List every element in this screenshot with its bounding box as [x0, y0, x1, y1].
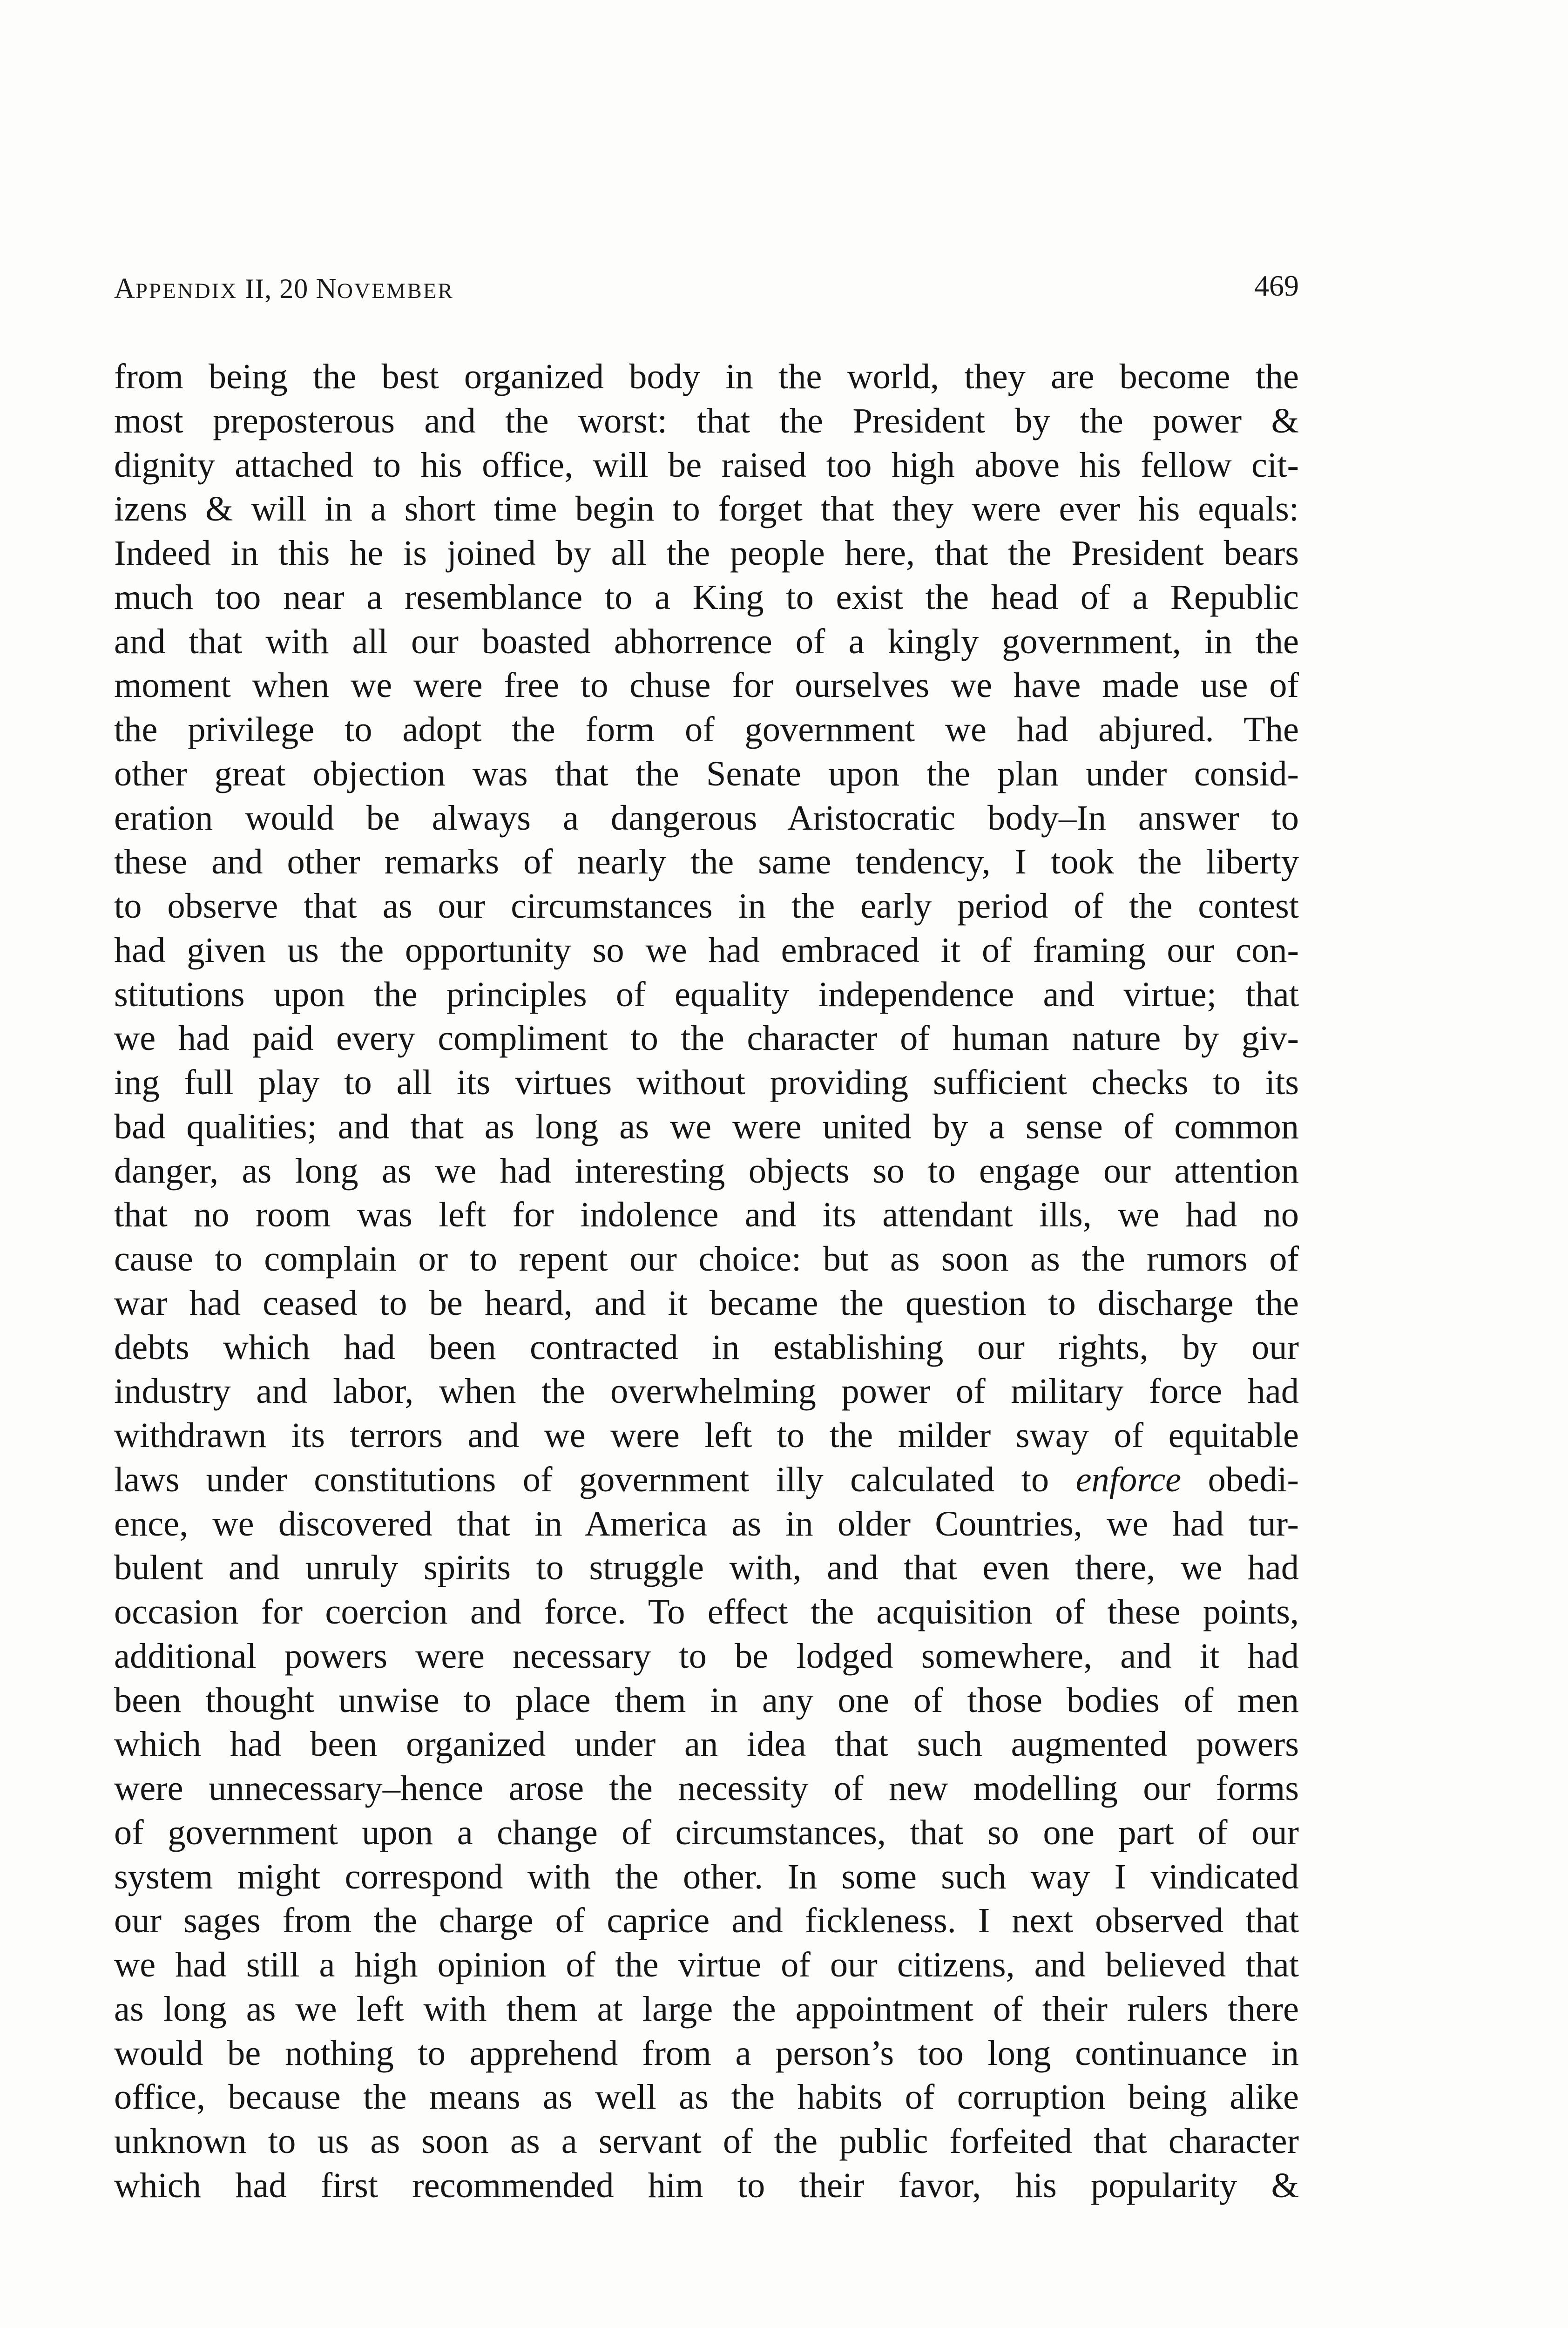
text-line: eration would be always a dangerous Aristocratic body–In answer to — [114, 798, 1299, 838]
text-line: stitutions upon the principles of equality independence and virtue; that — [114, 974, 1299, 1014]
text-line: war had ceased to be heard, and it became the question to discharge the — [114, 1283, 1299, 1323]
page-number: 469 — [1254, 269, 1299, 302]
text-line: that no room was left for indolence and its attendant ills, we had no — [114, 1195, 1299, 1235]
text-line: other great objection was that the Senate upon the plan under consid- — [114, 753, 1299, 793]
text-line: which had been organized under an idea that such augmented powers — [114, 1724, 1299, 1764]
running-head-title-smallcaps-a: PPENDIX — [135, 279, 238, 303]
text-line: most preposterous and the worst: that the President by the power & — [114, 400, 1299, 440]
text-line: danger, as long as we had interesting objects so to engage our attention — [114, 1150, 1299, 1191]
text-line: as long as we left with them at large the appointment of their rulers there — [114, 1989, 1299, 2029]
text-line: and that with all our boasted abhorrence of a kingly government, in the — [114, 621, 1299, 661]
text-line: these and other remarks of nearly the same tendency, I took the liberty — [114, 842, 1299, 882]
text-line: bulent and unruly spirits to struggle with, and that even there, we had — [114, 1548, 1299, 1588]
text-line-with-italic — [114, 1458, 1299, 1502]
text-line: withdrawn its terrors and we were left to the milder sway of equitable — [114, 1415, 1299, 1455]
text-line: cause to complain or to repent our choice: but as soon as the rumors of — [114, 1239, 1299, 1279]
text-line: of government upon a change of circumstances, that so one part of our — [114, 1812, 1299, 1852]
running-head-title — [114, 272, 454, 305]
text-line: had given us the opportunity so we had embraced it of framing our con- — [114, 930, 1299, 970]
text-line: bad qualities; and that as long as we were united by a sense of common — [114, 1106, 1299, 1146]
text-line-part: obedi- — [1181, 1459, 1299, 1499]
text-line: which had first recommended him to their favor, his popularity & — [114, 2165, 1299, 2205]
text-line: occasion for coercion and force. To effect the acquisition of these points, — [114, 1592, 1299, 1631]
text-line: we had still a high opinion of the virtue of our citizens, and believed that — [114, 1945, 1299, 1984]
text-line: from being the best organized body in the world, they are become the — [114, 357, 1299, 396]
body-text — [114, 355, 1299, 2208]
running-head — [114, 263, 1299, 314]
text-line: we had paid every compliment to the character of human nature by giv- — [114, 1018, 1299, 1058]
text-line: izens & will in a short time begin to forget that they were ever his equals: — [114, 489, 1299, 529]
text-line: would be nothing to apprehend from a person’s too long continuance in — [114, 2033, 1299, 2073]
running-head-title-initial-a: A — [114, 273, 135, 305]
text-line: ence, we discovered that in America as in older Countries, we had tur- — [114, 1503, 1299, 1543]
text-line: moment when we were free to chuse for ourselves we have made use of — [114, 665, 1299, 705]
text-line: additional powers were necessary to be lodged somewhere, and it had — [114, 1636, 1299, 1676]
running-head-title-initial-n: N — [316, 273, 337, 305]
text-line: ing full play to all its virtues without providing sufficient checks to its — [114, 1062, 1299, 1102]
text-line: Indeed in this he is joined by all the people here, that the President bears — [114, 533, 1299, 573]
text-line: dignity attached to his office, will be raised too high above his fellow cit- — [114, 445, 1299, 485]
text-line: much too near a resemblance to a King to exist the head of a Republic — [114, 577, 1299, 617]
text-line: office, because the means as well as the habits of corruption being alike — [114, 2077, 1299, 2117]
running-head-title-smallcaps-n: OVEMBER — [337, 279, 454, 303]
text-line-part: laws under constitutions of government illy calculated to — [114, 1459, 1076, 1499]
text-line: system might correspond with the other. In some such way I vindicated — [114, 1856, 1299, 1896]
italic-word: enforce — [1075, 1459, 1182, 1499]
text-line: debts which had been contracted in establishing our rights, by our — [114, 1327, 1299, 1367]
text-line: the privilege to adopt the form of government we had abjured. The — [114, 710, 1299, 749]
text-line: to observe that as our circumstances in the early period of the contest — [114, 886, 1299, 926]
running-head-title-middle: II, 20 — [237, 273, 316, 304]
text-line: industry and labor, when the overwhelming power of military force had — [114, 1371, 1299, 1411]
text-line: our sages from the charge of caprice and fickleness. I next observed that — [114, 1901, 1299, 1941]
text-line: were unnecessary–hence arose the necessity of new modelling our forms — [114, 1768, 1299, 1808]
text-line: unknown to us as soon as a servant of the public forfeited that character — [114, 2121, 1299, 2161]
text-line: been thought unwise to place them in any one of those bodies of men — [114, 1680, 1299, 1720]
